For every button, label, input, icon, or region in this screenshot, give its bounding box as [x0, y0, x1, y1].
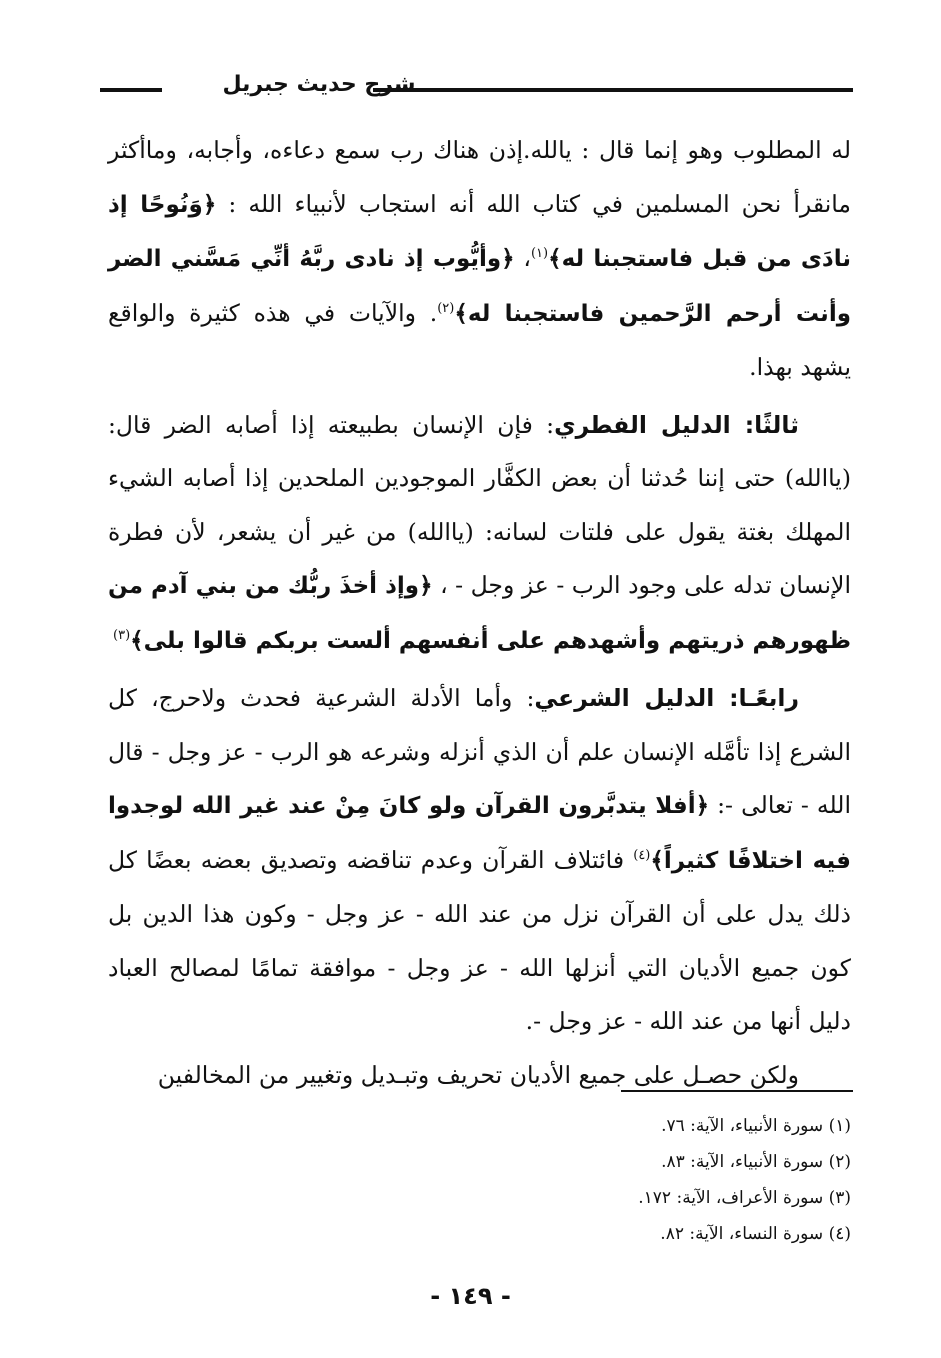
text-run: : فإن الإنسان بطبيعته إذا أصابه الضر قال: (ياالله) حتى إننا حُدثنا أن بعض الكفَّار الموجودين الملحدين إذا أصابه الشيء المهلك بغتة يقول على فلتات لسانه: (ياالله) من غير أن يشعر، لأن فطرة الإنسان تدله على وجود الرب - عز وجل - ، [108, 410, 851, 599]
footnote-separator [621, 1090, 853, 1092]
footnote-item: (٢) سورة الأنبياء، الآية: ٨٣. [661, 1152, 851, 1172]
footnote-ref: (٤) [633, 847, 651, 863]
footnote-item: (١) سورة الأنبياء، الآية: ٧٦. [661, 1116, 851, 1136]
footnote-ref: (٢) [437, 300, 455, 316]
footnote-ref: (٣) [113, 627, 131, 643]
paragraph-2 [108, 399, 851, 669]
text-run: : وأما الأدلة الشرعية فحدث ولاحرج، كل الشرع إذا تأمَّله الإنسان علم أن الذي أنزله وشرعه هو الرب - عز وجل - قال الله - تعالى -: [108, 684, 851, 819]
text-run: ، [514, 244, 531, 272]
footnote-ref: (١) [530, 246, 549, 262]
paragraph-4 [108, 1049, 851, 1103]
page-number: - ١٤٩ - [430, 1282, 511, 1310]
paragraph-3 [108, 672, 851, 1049]
text-run: . والآيات في هذه كثيرة والواقع يشهد بهذا. [108, 298, 851, 381]
quran-verse: ﴿أفلا يتدبَّرون القرآن ولو كانَ مِنْ عند غير الله لوجدوا فيه اختلافًا كثيراً﴾ [108, 793, 851, 874]
footnote-item: (٣) سورة الأعراف، الآية: ١٧٢. [638, 1188, 851, 1208]
quran-verse: ﴿وَنُوحًا إذ نادَى من قبل فاستجبنا له﴾ [108, 191, 851, 272]
main-text [108, 124, 851, 1102]
text-run: ولكن حصـل على جميع الأديان تحريف وتبـديل وتغيير من المخالفين [157, 1060, 799, 1089]
quran-verse: ﴿وإذ أخذَ ربُّك من بني آدم من ظهورهم ذريتهم وأشهدهم على أنفسهم ألست بربكم قالوا بلى﴾ [108, 573, 851, 654]
header-title: شرح حديث جبريل [222, 72, 416, 97]
quran-verse: ﴿وأيُّوب إذ نادى ربَّهُ أنِّي مَسَّني الضر وأنت أرحم الرَّحمين فاستجبنا له﴾ [108, 246, 851, 327]
text-run: فائتلاف القرآن وعدم تناقضه وتصديق بعضه بعضًا كل ذلك يدل على أن القرآن نزل من عند الله - عز وجل - وكون هذا الدين بل كون جميع الأديان التي أنزلها الله - عز وجل - موافقة تمامًا لمصالح العباد دليل أنها من عند الله - عز وجل -. [108, 845, 851, 1035]
footnotes [431, 1108, 851, 1252]
footnote-item: (٤) سورة النساء، الآية: ٨٢. [660, 1224, 851, 1244]
text-run: له المطلوب وهو إنما قال : يالله.إذن هناك رب سمع دعاءه، وأجابه، وماأكثر مانقرأ نحن المسلمين في كتاب الله أنه استجاب لأنبياء الله : [108, 136, 851, 218]
section-heading: ثالثًا: الدليل الفطري [554, 410, 799, 439]
paragraph-1 [108, 124, 851, 395]
header-rule-left [100, 88, 162, 92]
section-heading: رابعًـا: الدليل الشرعي [534, 684, 799, 712]
running-header [100, 72, 853, 108]
